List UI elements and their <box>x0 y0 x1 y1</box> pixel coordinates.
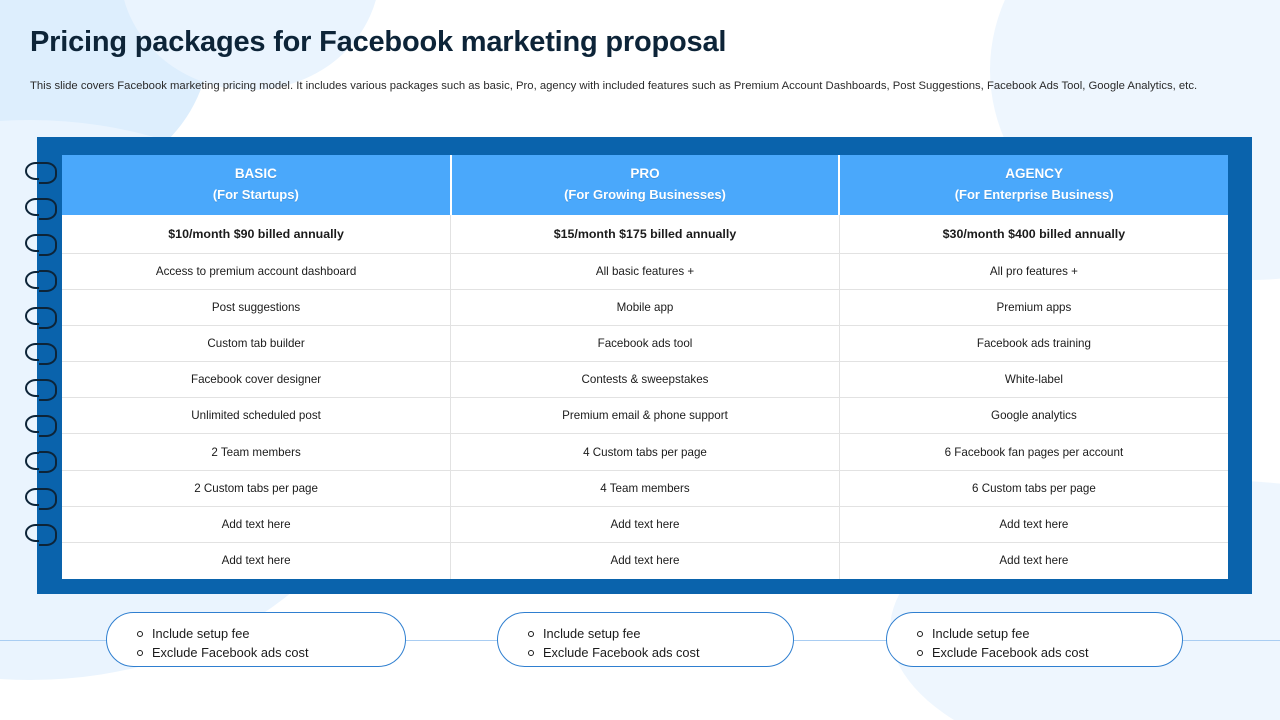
table-cell: All pro features + <box>839 253 1228 289</box>
binding-ring-icon <box>25 452 51 470</box>
bullet-icon <box>917 650 923 656</box>
plan-sub-agency: (For Enterprise Business) <box>954 187 1114 203</box>
binding-ring-icon <box>25 307 51 325</box>
table-cell: Access to premium account dashboard <box>62 253 451 289</box>
plan-name-agency: AGENCY <box>1005 166 1064 182</box>
note-text: Exclude Facebook ads cost <box>543 645 700 660</box>
binding-ring-icon <box>25 198 51 216</box>
table-cell: Facebook ads training <box>839 325 1228 361</box>
note-card-agency <box>886 612 1183 667</box>
table-cell: 4 Custom tabs per page <box>451 434 840 470</box>
note-text: Include setup fee <box>932 626 1030 641</box>
pricing-table-container <box>62 155 1228 576</box>
table-cell: $15/month $175 billed annually <box>451 215 840 253</box>
bullet-icon <box>137 650 143 656</box>
table-cell: Facebook cover designer <box>62 362 451 398</box>
table-row <box>62 434 1228 470</box>
binding-ring-icon <box>25 415 51 433</box>
bullet-icon <box>917 631 923 637</box>
table-row <box>62 470 1228 506</box>
table-cell: Add text here <box>839 506 1228 542</box>
binding-ring-icon <box>25 271 51 289</box>
table-cell: Post suggestions <box>62 289 451 325</box>
note-card-pro <box>497 612 794 667</box>
table-cell: Premium apps <box>839 289 1228 325</box>
binding-ring-icon <box>25 234 51 252</box>
table-cell: Add text here <box>451 506 840 542</box>
table-cell: 2 Team members <box>62 434 451 470</box>
table-row <box>62 253 1228 289</box>
table-cell: 6 Custom tabs per page <box>839 470 1228 506</box>
binding-ring-icon <box>25 343 51 361</box>
table-cell: Premium email & phone support <box>451 398 840 434</box>
note-text: Exclude Facebook ads cost <box>152 645 309 660</box>
table-cell: Facebook ads tool <box>451 325 840 361</box>
table-row <box>62 543 1228 579</box>
bullet-icon <box>528 631 534 637</box>
table-cell: Add text here <box>62 543 451 579</box>
table-cell: White-label <box>839 362 1228 398</box>
table-row <box>62 325 1228 361</box>
note-card-basic <box>106 612 406 667</box>
table-cell: All basic features + <box>451 253 840 289</box>
pricing-table-head <box>62 155 1228 215</box>
pricing-table-body <box>62 215 1228 579</box>
table-row <box>62 362 1228 398</box>
bullet-icon <box>137 631 143 637</box>
table-cell: Add text here <box>839 543 1228 579</box>
note-line <box>137 643 387 662</box>
note-line <box>528 624 775 643</box>
column-header-pro <box>451 155 840 215</box>
note-line <box>528 643 775 662</box>
table-cell: $30/month $400 billed annually <box>839 215 1228 253</box>
table-cell: Add text here <box>62 506 451 542</box>
table-row <box>62 398 1228 434</box>
table-cell: 2 Custom tabs per page <box>62 470 451 506</box>
column-header-basic <box>62 155 451 215</box>
binding-ring-icon <box>25 162 51 180</box>
note-line <box>917 624 1164 643</box>
slide-subtitle: This slide covers Facebook marketing pricing model. It includes various packages such as basic, Pro, agency with included features such as Premium Account Dashboards, Post Suggestions, Facebook Ads Tool, Google Analytics, etc. <box>30 80 1198 92</box>
table-cell: Add text here <box>451 543 840 579</box>
table-cell: Unlimited scheduled post <box>62 398 451 434</box>
plan-sub-basic: (For Startups) <box>212 187 299 203</box>
table-cell: Mobile app <box>451 289 840 325</box>
plan-name-basic: BASIC <box>234 166 277 182</box>
bullet-icon <box>528 650 534 656</box>
spiral-binding <box>25 162 69 562</box>
table-header-row <box>62 155 1228 215</box>
table-row <box>62 289 1228 325</box>
table-cell: 4 Team members <box>451 470 840 506</box>
note-text: Exclude Facebook ads cost <box>932 645 1089 660</box>
table-row <box>62 506 1228 542</box>
plan-sub-pro: (For Growing Businesses) <box>564 187 726 203</box>
table-cell: Contests & sweepstakes <box>451 362 840 398</box>
column-header-agency <box>839 155 1228 215</box>
pricing-table <box>62 155 1228 579</box>
table-row <box>62 215 1228 253</box>
binding-ring-icon <box>25 488 51 506</box>
plan-name-pro: PRO <box>630 166 660 182</box>
table-cell: Google analytics <box>839 398 1228 434</box>
notes-row <box>0 612 1280 668</box>
note-line <box>137 624 387 643</box>
note-text: Include setup fee <box>152 626 250 641</box>
binding-ring-icon <box>25 524 51 542</box>
note-text: Include setup fee <box>543 626 641 641</box>
binding-ring-icon <box>25 379 51 397</box>
page-title: Pricing packages for Facebook marketing proposal <box>30 26 727 58</box>
table-cell: 6 Facebook fan pages per account <box>839 434 1228 470</box>
table-cell: Custom tab builder <box>62 325 451 361</box>
note-line <box>917 643 1164 662</box>
table-cell: $10/month $90 billed annually <box>62 215 451 253</box>
